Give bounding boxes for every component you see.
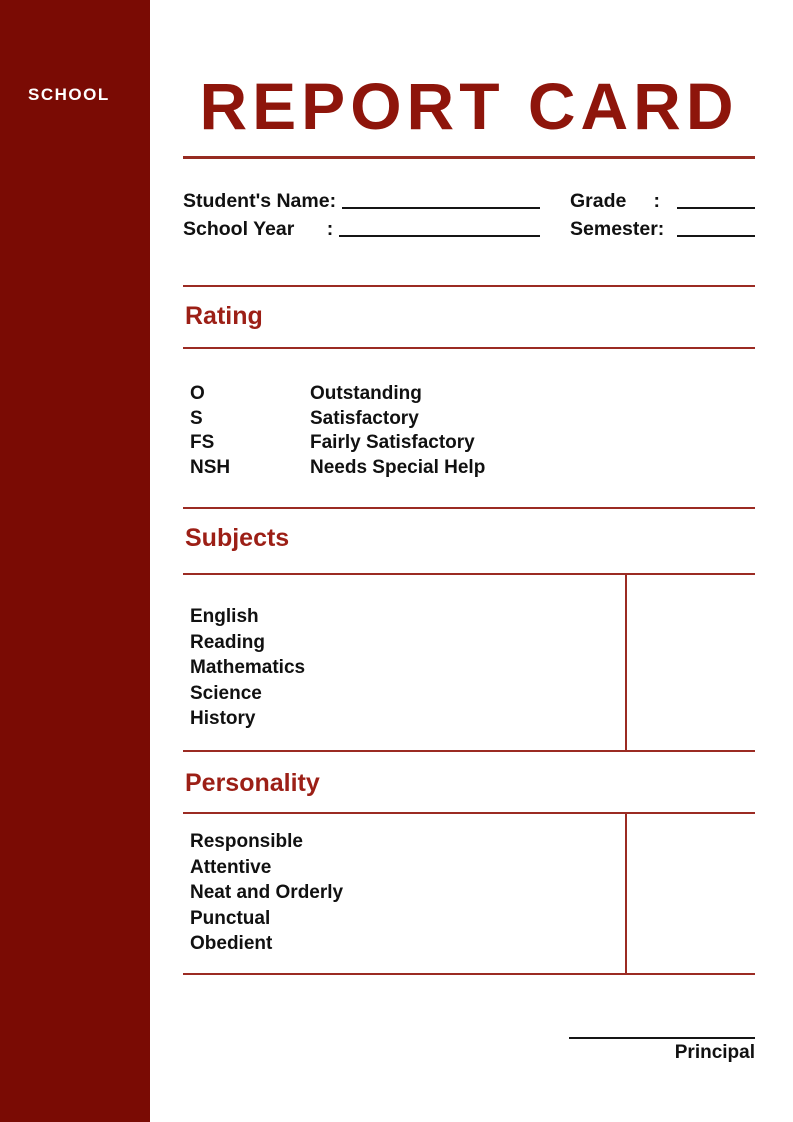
personality-item: Attentive — [190, 856, 272, 878]
student-name-label: Student's Name: — [183, 190, 337, 212]
student-info — [183, 185, 755, 241]
subject-item: Science — [190, 682, 262, 704]
principal-label: Principal — [674, 1042, 755, 1063]
subject-item: History — [190, 708, 256, 729]
rating-label: Needs Special Help — [310, 456, 486, 478]
personality-item: Responsible — [190, 831, 303, 852]
personality-table — [183, 814, 755, 975]
rating-label: Fairly Satisfactory — [310, 432, 475, 453]
title-divider — [183, 156, 755, 159]
rating-code: NSH — [190, 456, 231, 478]
personality-heading: Personality — [185, 769, 320, 797]
rating-heading: Rating — [185, 302, 263, 330]
school-year-blank — [339, 235, 540, 237]
grade-blank — [677, 207, 755, 209]
content — [183, 0, 755, 1122]
semester-blank — [677, 235, 755, 237]
personality-item: Obedient — [190, 933, 273, 954]
rating-bottom-divider — [183, 347, 755, 349]
rating-code: S — [190, 407, 203, 429]
personality-item: Neat and Orderly — [190, 882, 344, 903]
subjects-section — [183, 507, 755, 752]
school-year-label: School Year : — [183, 218, 334, 240]
rating-code: O — [190, 383, 205, 404]
sidebar-band — [0, 0, 150, 1122]
subject-item: Reading — [190, 631, 265, 653]
personality-item: Punctual — [190, 907, 271, 929]
rating-code: FS — [190, 432, 215, 453]
personality-column-divider — [625, 814, 627, 973]
grade-label: Grade : — [570, 190, 660, 212]
subjects-heading: Subjects — [185, 524, 290, 552]
rating-top-divider — [183, 285, 755, 287]
page-title: REPORT CARD — [199, 69, 739, 143]
school-year-row — [183, 213, 755, 241]
student-name-row — [183, 185, 755, 213]
subject-item: English — [190, 606, 259, 627]
principal-signature — [569, 1037, 755, 1064]
rating-label: Outstanding — [310, 383, 422, 404]
subjects-column-divider — [625, 575, 627, 750]
semester-label: Semester: — [570, 218, 665, 240]
subject-item: Mathematics — [190, 657, 306, 678]
personality-section — [183, 768, 755, 975]
subjects-list — [183, 604, 755, 732]
rating-label: Satisfactory — [310, 407, 419, 429]
school-label: SCHOOL — [28, 85, 110, 104]
rating-legend — [183, 382, 755, 480]
subjects-top-divider — [183, 507, 755, 509]
subjects-table — [183, 575, 755, 752]
personality-list — [183, 829, 755, 957]
student-name-blank — [342, 207, 540, 209]
rating-section — [183, 285, 755, 480]
